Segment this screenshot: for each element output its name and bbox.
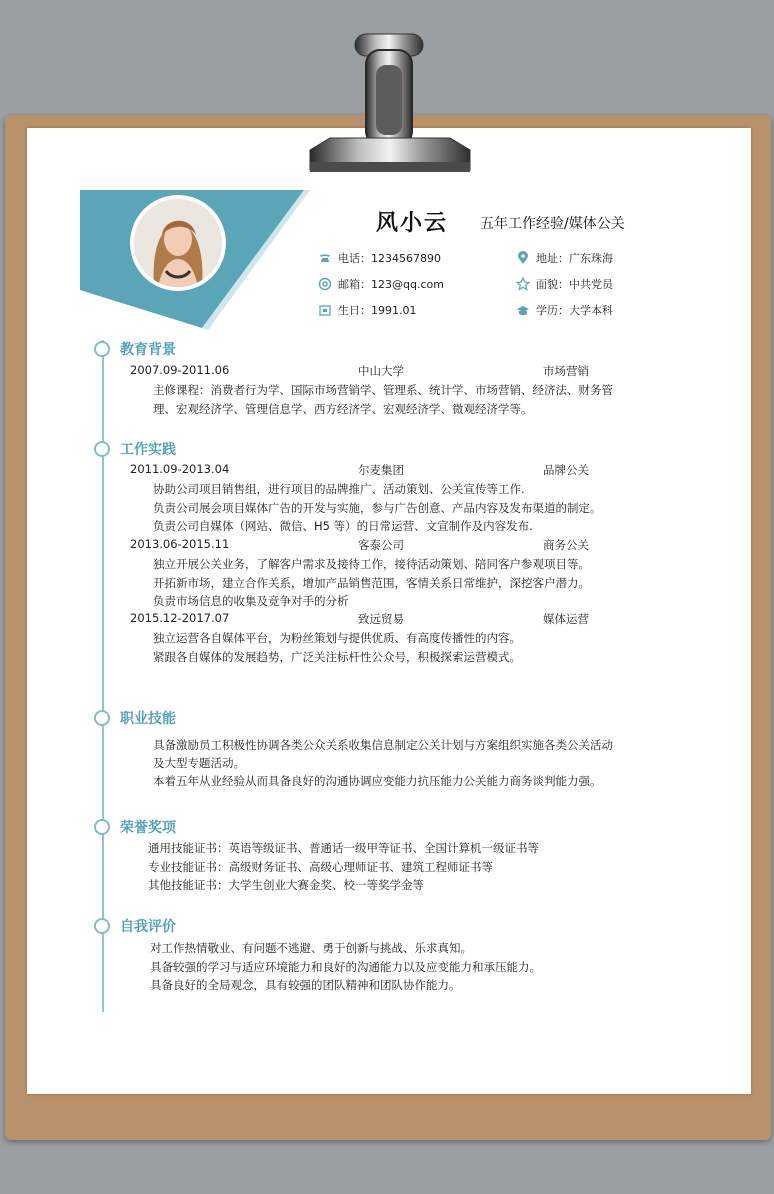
job-subtitle: 五年工作经验/媒体公关 (480, 216, 625, 232)
skills-line: 及大型专题活动。 (153, 756, 245, 770)
contact-birthday (318, 302, 417, 318)
education-major: 市场营销 (543, 364, 589, 378)
education-icon (516, 303, 530, 317)
job-company: 致远贸易 (358, 612, 404, 626)
section-self-header (94, 916, 176, 936)
contact-education-text: 学历：大学本科 (536, 304, 613, 317)
self-line: 对工作热情敬业、有问题不逃避、勇于创新与挑战、乐求真知。 (150, 941, 472, 955)
job-line: 负责公司自媒体（网站、微信、H5 等）的日常运营、文宣制作及内容发布. (153, 519, 533, 533)
job-line: 负责市场信息的收集及竞争对手的分析 (153, 594, 349, 608)
avatar (130, 195, 226, 291)
job-date: 2011.09-2013.04 (130, 462, 230, 476)
job-company: 尔麦集团 (358, 463, 404, 477)
contact-birthday-text: 生日：1991.01 (338, 304, 417, 317)
star-icon (516, 277, 530, 291)
contact-phone (318, 250, 441, 266)
binder-clip-icon (300, 30, 480, 180)
section-work-header (94, 439, 176, 459)
skills-line: 具备激励员工积极性协调各类公众关系收集信息制定公关计划与方案组织实施各类公关活动 (153, 738, 613, 752)
section-title: 职业技能 (120, 711, 176, 727)
timeline-dot (94, 441, 110, 457)
email-icon (318, 277, 332, 291)
job-role: 商务公关 (543, 538, 589, 552)
contact-phone-text: 电话：1234567890 (338, 252, 441, 265)
timeline-dot (94, 819, 110, 835)
awards-line: 其他技能证书：大学生创业大赛金奖、校一等奖学金等 (148, 878, 424, 892)
contact-address (516, 250, 613, 266)
job-line: 开拓新市场，建立合作关系，增加产品销售范围，客情关系日常维护，深挖客户潜力。 (153, 576, 590, 590)
section-skills-header (94, 708, 176, 728)
job-role: 品牌公关 (543, 463, 589, 477)
timeline-dot (94, 710, 110, 726)
section-title: 荣誉奖项 (120, 820, 176, 836)
section-title: 教育背景 (120, 342, 176, 358)
education-line: 理、宏观经济学、管理信息学、西方经济学、宏观经济学、微观经济学等。 (153, 402, 533, 416)
contact-address-text: 地址：广东珠海 (536, 252, 613, 265)
timeline-dot (94, 341, 110, 357)
education-line: 主修课程：消费者行为学、国际市场营销学、管理系、统计学、市场营销、经济法、财务管 (153, 383, 613, 397)
contact-political-text: 面貌：中共党员 (536, 278, 613, 291)
job-role: 媒体运营 (543, 612, 589, 626)
job-company: 客泰公司 (358, 538, 404, 552)
job-date: 2013.06-2015.11 (130, 537, 230, 551)
self-line: 具备较强的学习与适应环境能力和良好的沟通能力以及应变能力和承压能力。 (150, 960, 541, 974)
awards-line: 通用技能证书：英语等级证书、普通话一级甲等证书、全国计算机一级证书等 (148, 841, 539, 855)
calendar-icon (318, 303, 332, 317)
location-icon (516, 251, 530, 265)
job-line: 独立开展公关业务，了解客户需求及接待工作，接待活动策划、陪同客户参观项目等。 (153, 557, 590, 571)
section-awards-header (94, 817, 176, 837)
education-school: 中山大学 (358, 364, 404, 378)
person-name: 风小云 (376, 211, 449, 236)
job-line: 负责公司展会项目媒体广告的开发与实施，参与广告创意、产品内容及发布渠道的制定。 (153, 501, 602, 515)
job-line: 协助公司项目销售组，进行项目的品牌推广、活动策划、公关宣传等工作. (153, 482, 525, 496)
timeline-dot (94, 918, 110, 934)
phone-icon (318, 251, 332, 265)
job-date: 2015.12-2017.07 (130, 611, 230, 625)
education-date: 2007.09-2011.06 (130, 363, 230, 377)
section-title: 工作实践 (120, 442, 176, 458)
contact-email (318, 276, 444, 292)
section-education-header (94, 339, 176, 359)
job-line: 独立运营各自媒体平台，为粉丝策划与提供优质、有高度传播性的内容。 (153, 631, 521, 645)
skills-line: 本着五年从业经验从而具备良好的沟通协调应变能力抗压能力公关能力商务谈判能力强。 (153, 774, 602, 788)
self-line: 具备良好的全局观念，具有较强的团队精神和团队协作能力。 (150, 978, 461, 992)
job-line: 紧跟各自媒体的发展趋势，广泛关注标杆性公众号，积极探索运营模式。 (153, 650, 521, 664)
contact-email-text: 邮箱：123@qq.com (338, 278, 444, 291)
contact-education (516, 302, 613, 318)
section-title: 自我评价 (120, 919, 176, 935)
contact-political (516, 276, 613, 292)
awards-line: 专业技能证书：高级财务证书、高级心理师证书、建筑工程师证书等 (148, 860, 493, 874)
